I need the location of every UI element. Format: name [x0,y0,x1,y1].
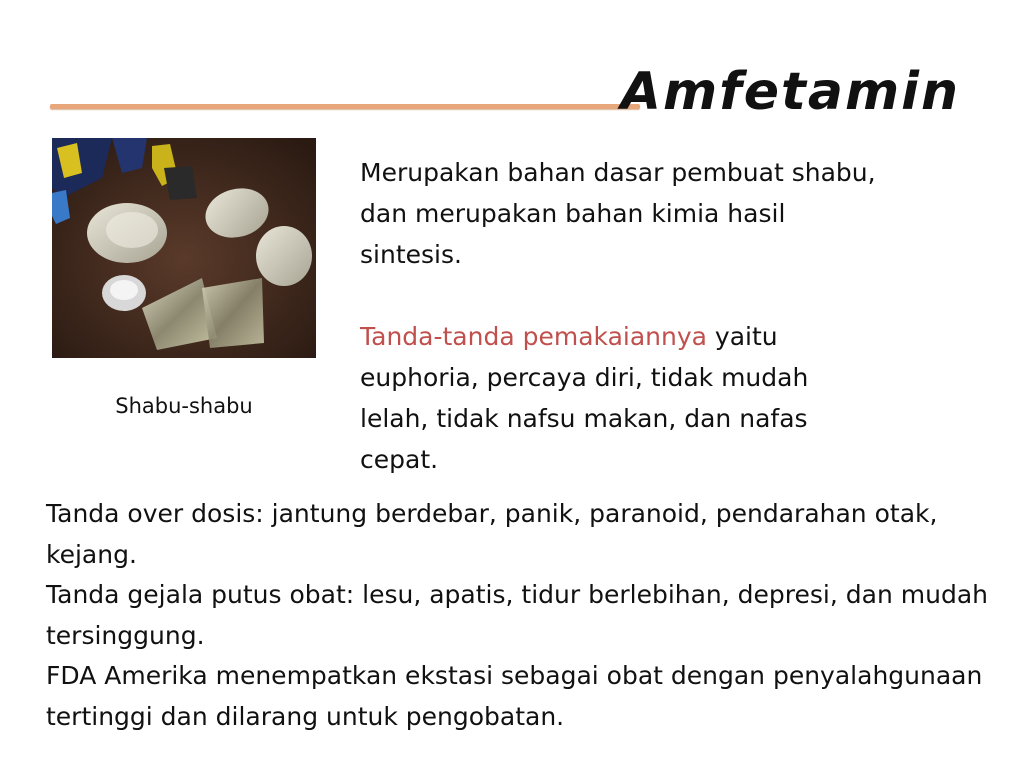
slide-title: Amfetamin [620,62,960,122]
fda-paragraph: FDA Amerika menempatkan ekstasi sebagai obat dengan penyalahgunaan tertinggi dan dilarang untuk pengobatan. [46,661,983,731]
title-underline [50,104,640,109]
main-text-block [360,152,880,480]
image-caption: Shabu-shabu [115,394,253,418]
signs-paragraph [360,316,880,480]
withdrawal-paragraph: Tanda gejala putus obat: lesu, apatis, tidur berlebihan, depresi, dan mudah tersinggung. [46,580,988,650]
overdose-paragraph: Tanda over dosis: jantung berdebar, panik, paranoid, pendarahan otak, kejang. [46,499,938,569]
bottom-text-block [46,494,996,737]
signs-label: Tanda-tanda pemakaiannya [360,322,707,351]
signs-text: yaitu euphoria, percaya diri, tidak mudah lelah, tidak nafsu makan, dan nafas cepat. [360,322,809,474]
description-paragraph: Merupakan bahan dasar pembuat shabu, dan merupakan bahan kimia hasil sintesis. [360,158,876,269]
shabu-photo [52,138,316,358]
